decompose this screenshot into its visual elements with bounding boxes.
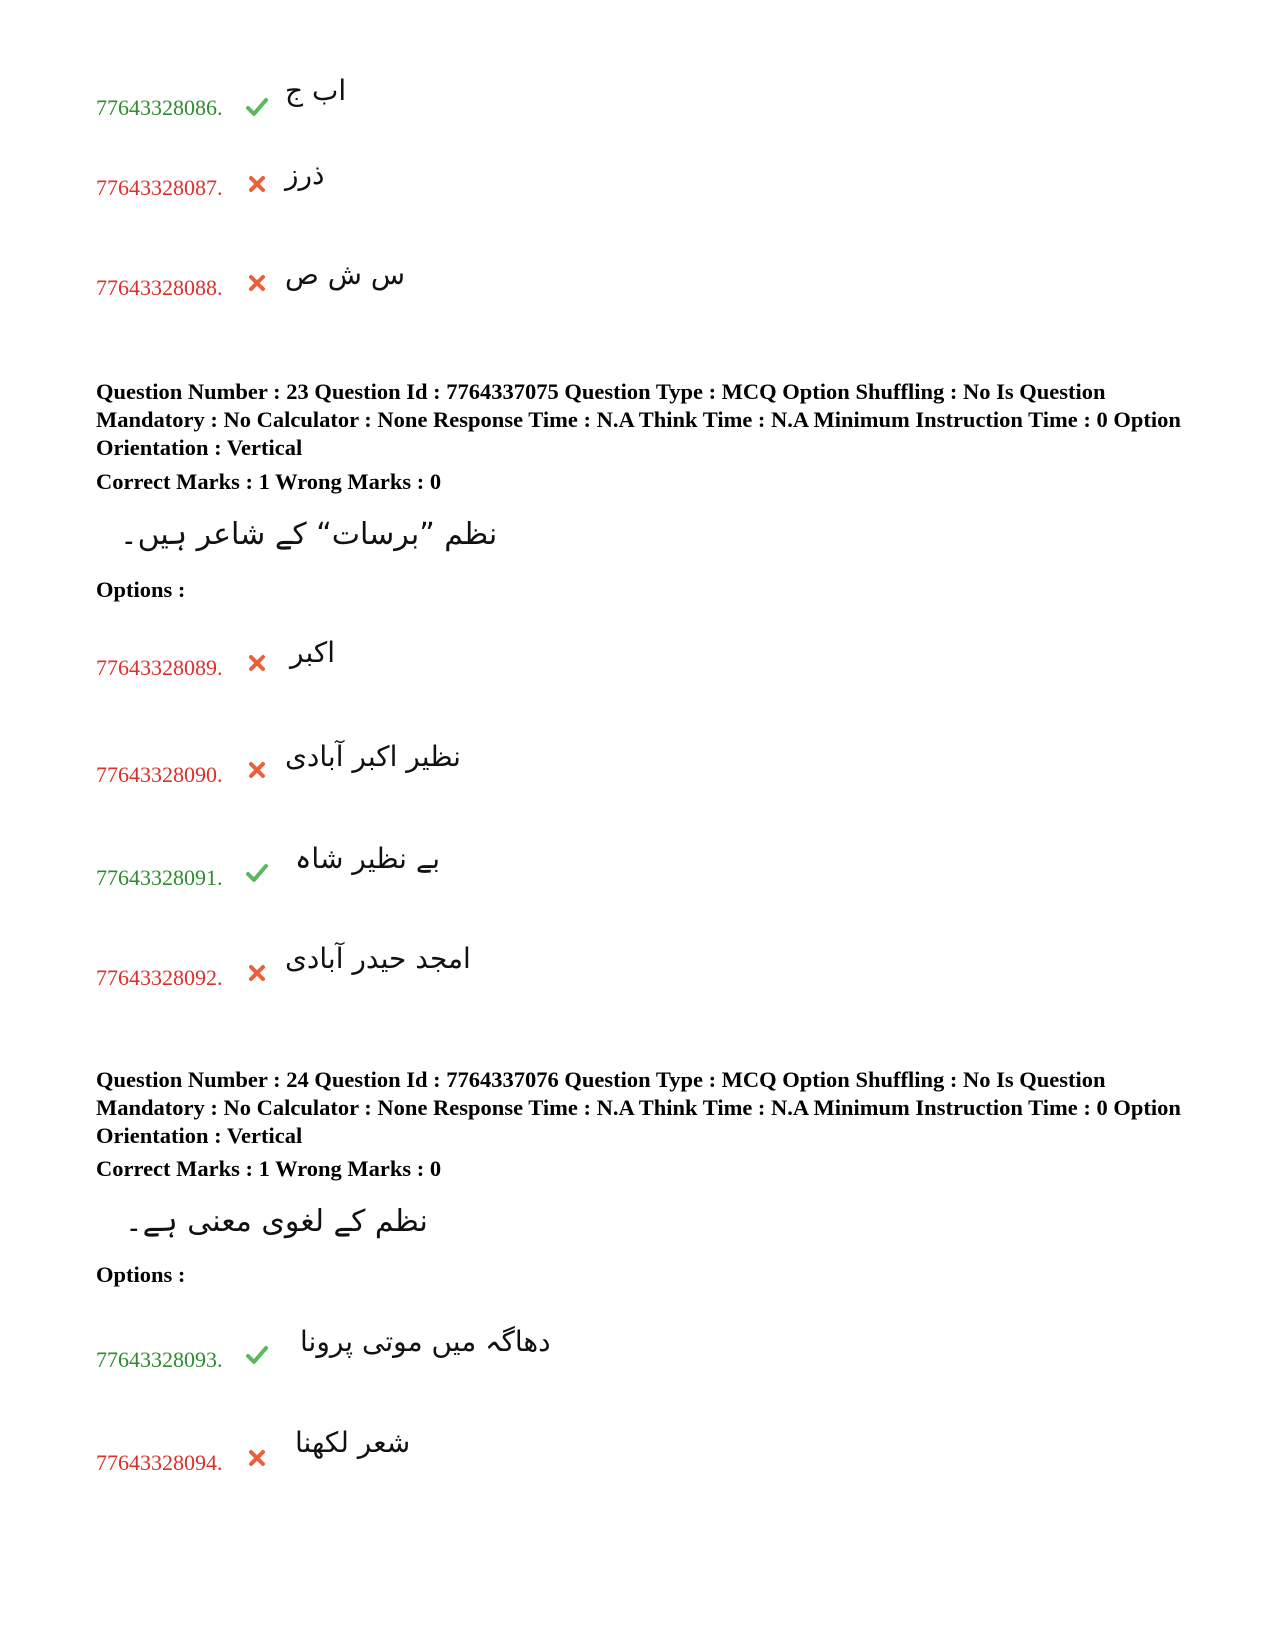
question-text-urdu: نظم کے لغوی معنی ہے۔ [125, 1204, 428, 1239]
option-text-urdu: شعر لکھنا [295, 1426, 411, 1459]
option-text-urdu: نظیر اکبر آبادی [285, 740, 461, 773]
options-label: Options : [96, 577, 186, 602]
option-id: 77643328088. [96, 275, 223, 300]
cross-icon [246, 652, 268, 674]
marks-line: Correct Marks : 1 Wrong Marks : 0 [96, 469, 442, 494]
option-text-urdu: دھاگہ میں موتی پرونا [300, 1325, 551, 1358]
option-id: 77643328090. [96, 762, 223, 787]
option-id: 77643328089. [96, 655, 223, 680]
option-text-urdu: ذرز [285, 158, 325, 191]
question-text-urdu: نظم ”برسات“ کے شاعر ہیں۔ [120, 517, 498, 552]
option-id: 77643328087. [96, 175, 223, 200]
option-text-urdu: س ش ص [285, 258, 406, 291]
cross-icon [246, 962, 268, 984]
option-id: 77643328086. [96, 95, 223, 120]
question-header: Question Number : 23 Question Id : 7764337075 Question Type : MCQ Option Shuffling : No Is Question Mandatory : No Calculator : None Response Time : N.A Think Time : N.A Minimum Instruction Time : 0 Option Orientation : Vertical [96, 379, 1181, 460]
cross-icon [246, 1447, 268, 1469]
check-icon [246, 862, 268, 884]
option-id: 77643328092. [96, 965, 223, 990]
option-id: 77643328093. [96, 1347, 223, 1372]
option-id: 77643328091. [96, 865, 223, 890]
options-label: Options : [96, 1262, 186, 1287]
check-icon [246, 96, 268, 118]
option-text-urdu: امجد حیدر آبادی [285, 942, 471, 975]
marks-line: Correct Marks : 1 Wrong Marks : 0 [96, 1156, 442, 1181]
question-header: Question Number : 24 Question Id : 7764337076 Question Type : MCQ Option Shuffling : No Is Question Mandatory : No Calculator : None Response Time : N.A Think Time : N.A Minimum Instruction Time : 0 Option Orientation : Vertical [96, 1067, 1181, 1148]
cross-icon [246, 272, 268, 294]
option-id: 77643328094. [96, 1450, 223, 1475]
option-text-urdu: اب ج [285, 74, 347, 107]
cross-icon [246, 759, 268, 781]
check-icon [246, 1344, 268, 1366]
cross-icon [246, 173, 268, 195]
option-text-urdu: بے نظیر شاہ [295, 842, 441, 875]
option-text-urdu: اکبر [290, 636, 336, 669]
